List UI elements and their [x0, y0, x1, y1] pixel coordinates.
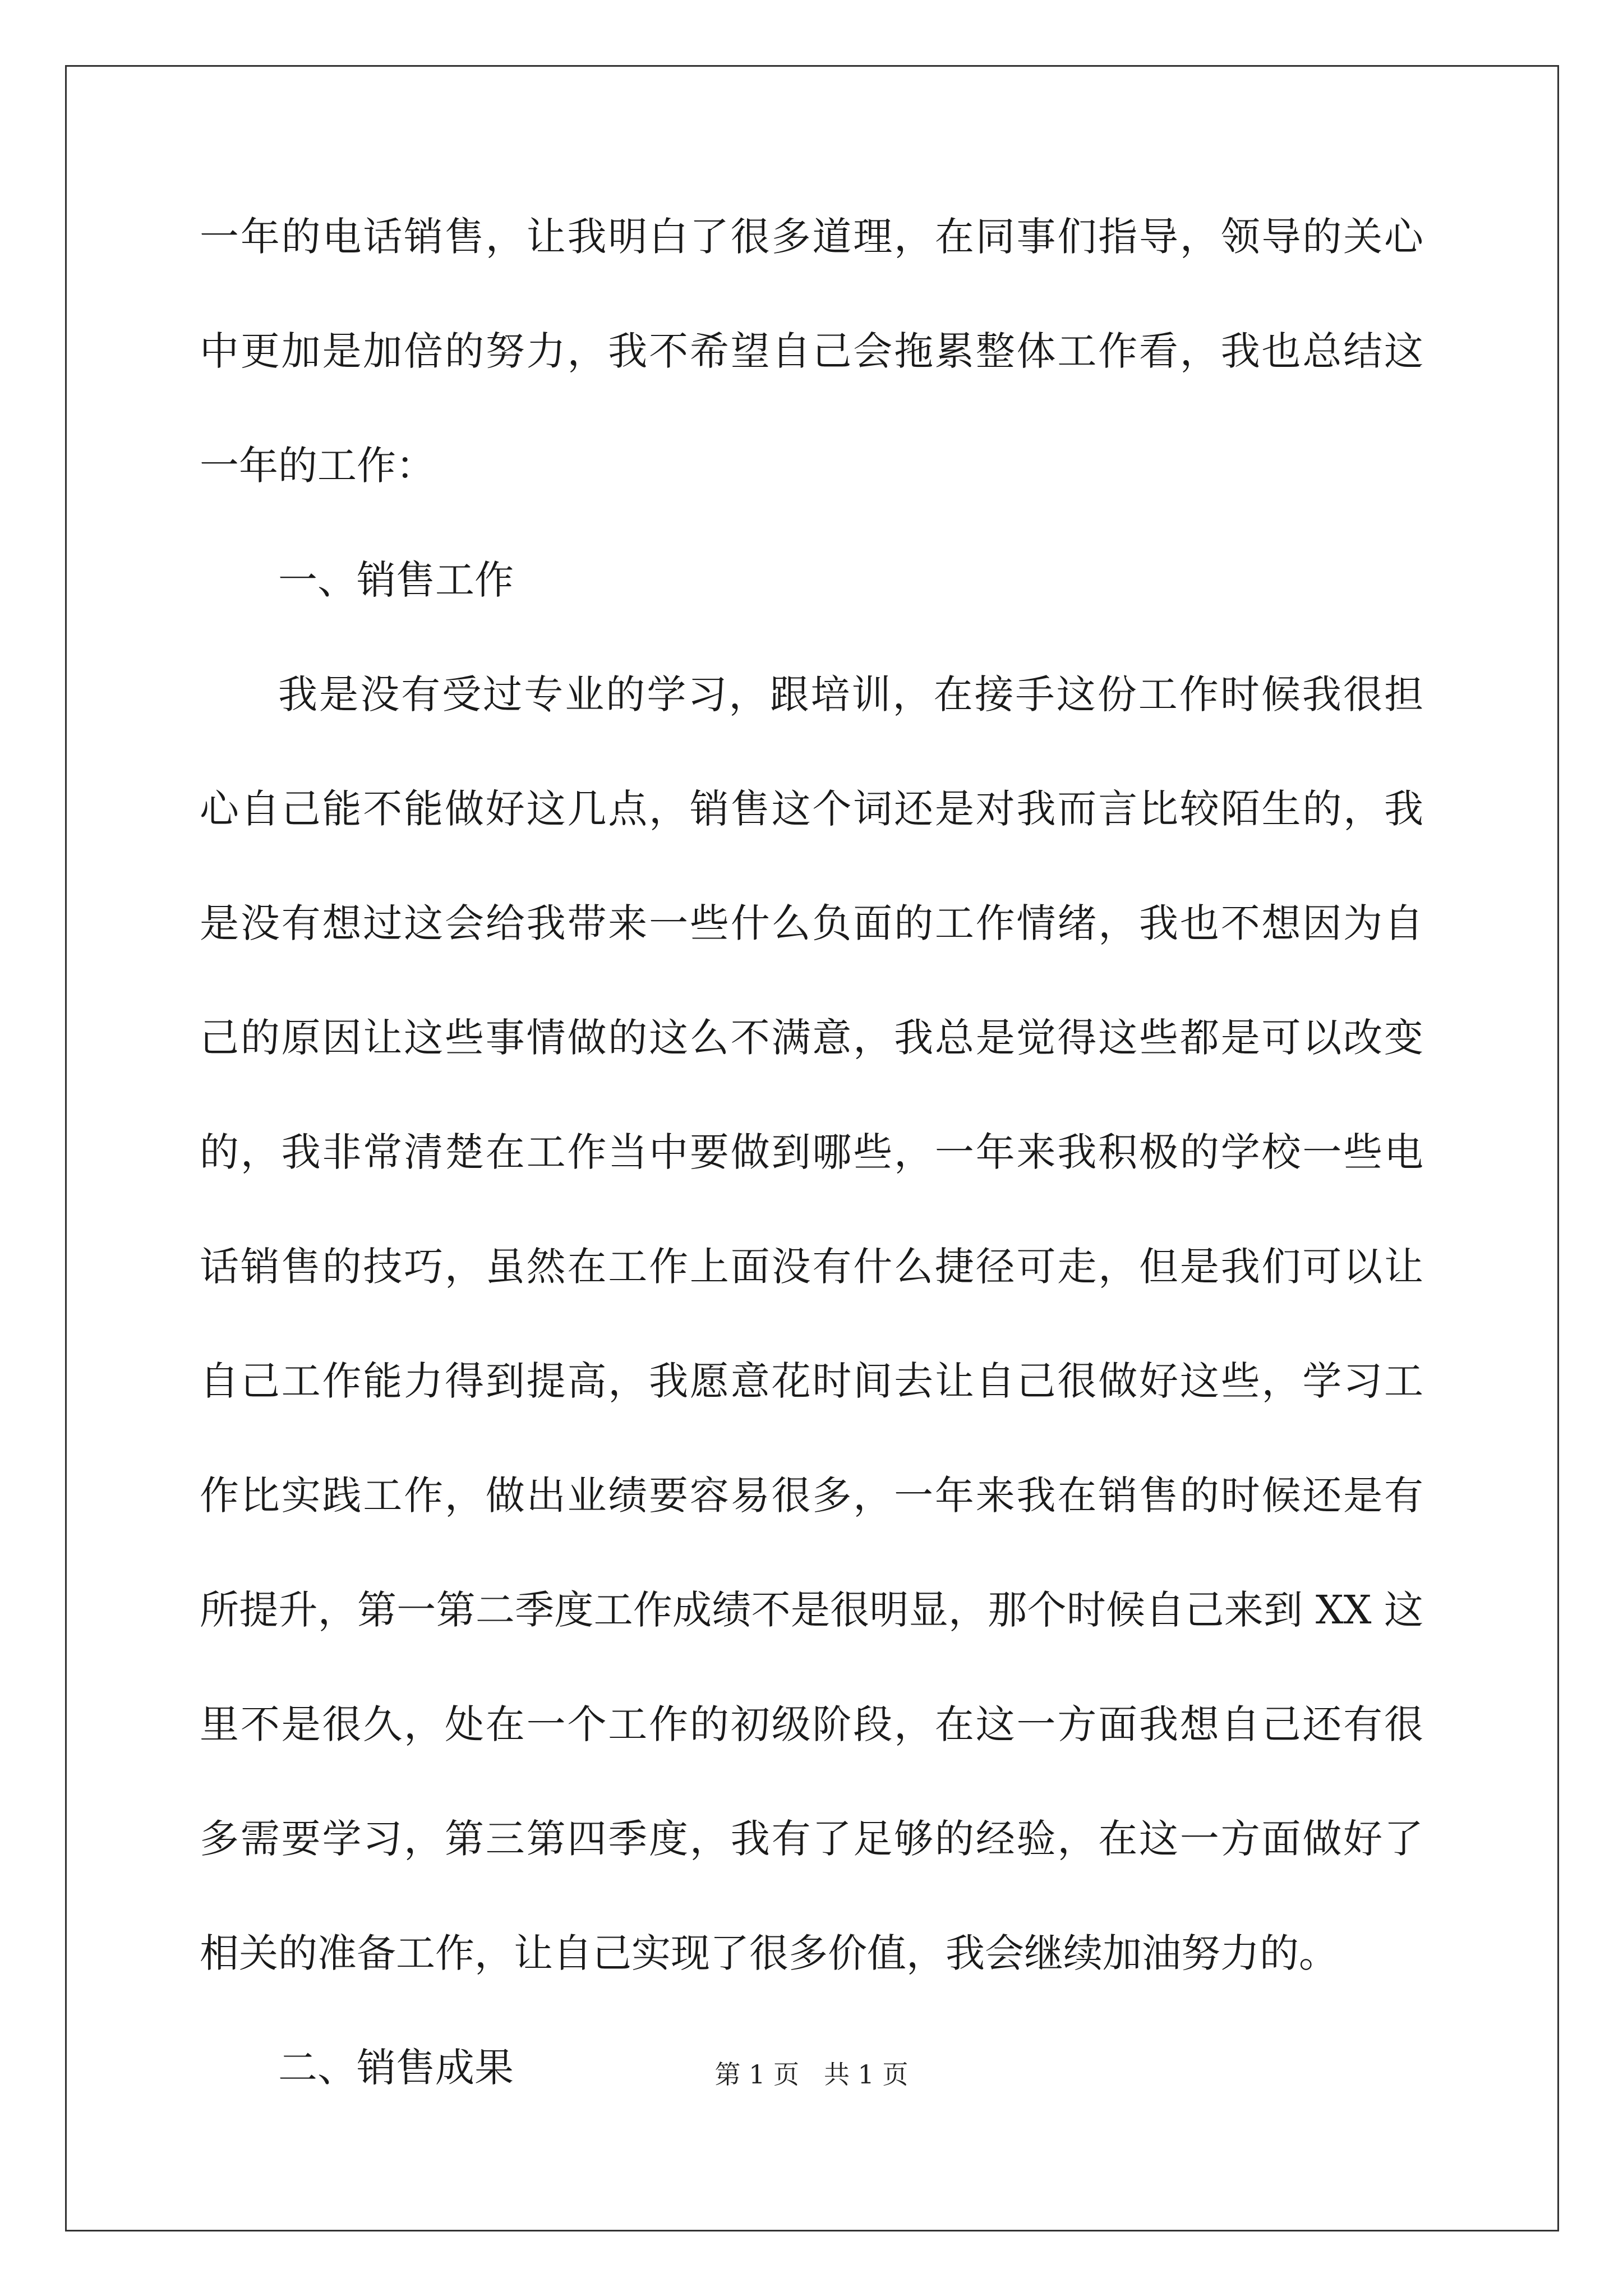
paragraph-line: 中更加是加倍的努力，我不希望自己会拖累整体工作看，我也总结这: [200, 328, 1423, 374]
paragraph-line: 自己工作能力得到提高，我愿意花时间去让自己很做好这些，学习工: [200, 1358, 1423, 1404]
paragraph-line: 里不是很久，处在一个工作的初级阶段，在这一方面我想自己还有很: [200, 1701, 1423, 1747]
paragraph-line: 心自己能不能做好这几点，销售这个词还是对我而言比较陌生的，我: [200, 786, 1423, 832]
section-heading: 一、销售工作: [278, 557, 514, 603]
page-number: 第 1 页: [714, 2059, 800, 2090]
paragraph-line: 一年的电话销售，让我明白了很多道理，在同事们指导，领导的关心: [200, 214, 1423, 260]
page-footer: [0, 2058, 1623, 2091]
page-total: 共 1 页: [823, 2059, 909, 2090]
paragraph-line: 是没有想过这会给我带来一些什么负面的工作情绪，我也不想因为自: [200, 900, 1423, 946]
section-heading: 二、销售成果: [278, 2045, 514, 2091]
paragraph-first-line: 我是没有受过专业的学习，跟培训，在接手这份工作时候我很担: [278, 671, 1423, 717]
paragraph-line: 的，我非常清楚在工作当中要做到哪些，一年来我积极的学校一些电: [200, 1129, 1423, 1175]
paragraph-line: 多需要学习，第三第四季度，我有了足够的经验，在这一方面做好了: [200, 1816, 1423, 1862]
paragraph-line: 己的原因让这些事情做的这么不满意，我总是觉得这些都是可以改变: [200, 1015, 1423, 1061]
paragraph-line: 一年的工作：: [200, 443, 435, 489]
paragraph-line: 作比实践工作，做出业绩要容易很多，一年来我在销售的时候还是有: [200, 1473, 1423, 1519]
paragraph-line: 相关的准备工作，让自己实现了很多价值，我会继续加油努力的。: [200, 1930, 1338, 1976]
paragraph-line: 所提升，第一第二季度工作成绩不是很明显，那个时候自己来到 XX 这: [200, 1587, 1423, 1633]
paragraph-line: 话销售的技巧，虽然在工作上面没有什么捷径可走，但是我们可以让: [200, 1244, 1423, 1290]
document-body: [200, 209, 1423, 2154]
